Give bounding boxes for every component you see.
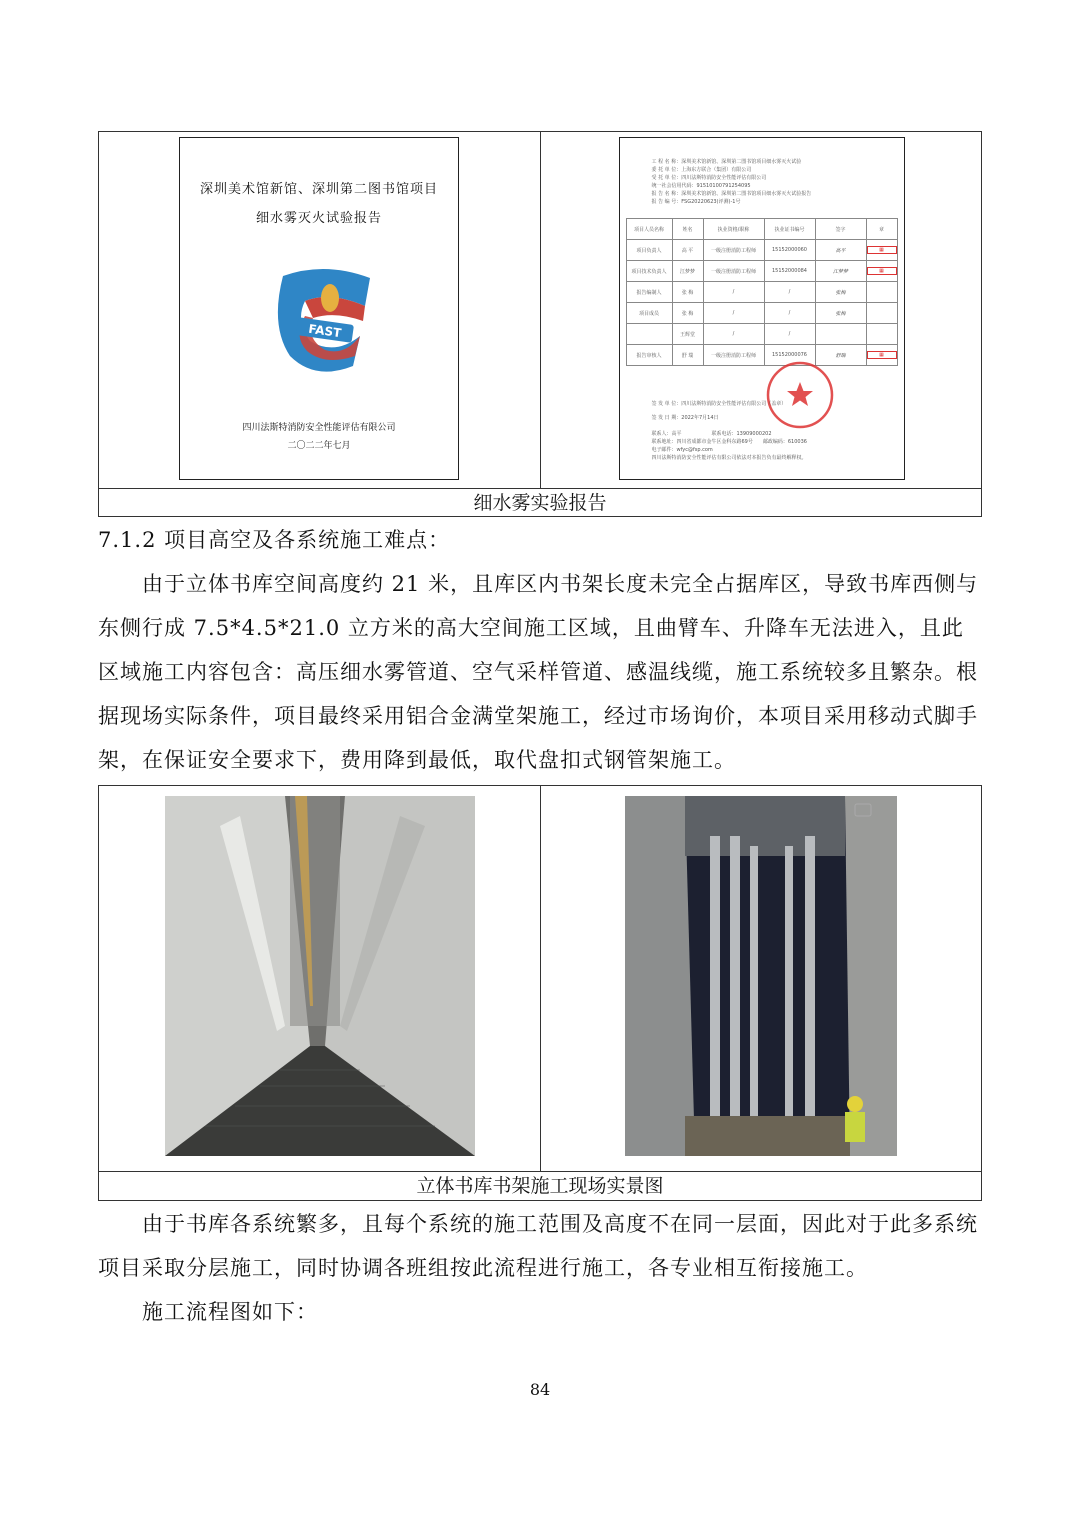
figure2-caption: 立体书库书架施工现场实景图	[416, 1175, 664, 1197]
fast-logo-icon	[275, 266, 375, 376]
cert-info-line: 工 程 名 称：深圳美术馆新馆、深圳第二图书馆项目细水雾灭火试验	[651, 159, 802, 165]
cell-stamp	[866, 240, 897, 261]
cell-name: 张 梅	[672, 282, 703, 303]
table-row	[626, 282, 897, 303]
cell-stamp	[866, 345, 897, 366]
cell-qual: /	[703, 303, 764, 324]
cert-footer-line: 电子邮件：wfyc@fsp.com	[651, 447, 713, 453]
th: 执业证书编号	[764, 219, 815, 240]
table-row	[626, 324, 897, 345]
cell-stamp	[866, 282, 897, 303]
cell-name: 江梦梦	[672, 261, 703, 282]
cell-cert: 15152000076	[764, 345, 815, 366]
cell-role	[626, 324, 672, 345]
th: 章	[866, 219, 897, 240]
report-cover-cell	[99, 132, 540, 488]
cert-footer-line: 签 发 日 期：2022年7月14日	[651, 415, 719, 421]
table-row	[626, 303, 897, 324]
cell-role: 项目成员	[626, 303, 672, 324]
cell-name: 高 平	[672, 240, 703, 261]
cell-role: 项目技术负责人	[626, 261, 672, 282]
cell-signature: 江梦梦	[815, 261, 866, 282]
cert-info-line: 委 托 单 位：上海东方联合（集团）有限公司	[651, 167, 752, 173]
figure-photo-table	[98, 785, 982, 1201]
personnel-header-row	[626, 219, 897, 240]
th: 签字	[815, 219, 866, 240]
cert-footer-line: 联系地址：四川省成都市金牛区金科东路69号 邮政编码：610036	[651, 439, 807, 445]
th: 项目人员名称	[626, 219, 672, 240]
table-row	[626, 240, 897, 261]
paragraph-1: 由于立体书库空间高度约 21 米，且库区内书架长度未完全占据库区，导致书库西侧与东侧行成 7.5*4.5*21.0 立方米的高大空间施工区域，且曲臂车、升降车无法进入，且此区域施工内容包含：高压细水雾管道、空气采样管道、感温线缆，施工系统较多且繁杂。根据现场实际条件，项目最终采用铝合金满堂架施工，经过市场询价，本项目采用移动式脚手架，在保证安全要求下，费用降到最低，取代盘扣式钢管架施工。	[98, 572, 979, 772]
cell-qual: 一级注册消防工程师	[703, 240, 764, 261]
table-row	[626, 261, 897, 282]
stamp-icon: ▦	[867, 351, 897, 359]
cert-info-line: 统一社会信用代码：91510100791254095	[651, 183, 751, 189]
certificate-cell	[540, 132, 982, 488]
cover-title-line2: 细水雾灭火试验报告	[255, 211, 382, 226]
cell-qual: 一级注册消防工程师	[703, 345, 764, 366]
certificate-page	[619, 137, 905, 480]
shelf-photo	[625, 796, 897, 1156]
cert-footer-line: 联系人：高平 联系电话：13909000202	[651, 431, 772, 437]
cert-info-line: 报 告 名 称：深圳美术馆新馆、深圳第二图书馆项目细水雾灭火试验报告	[651, 191, 812, 197]
cell-stamp	[866, 261, 897, 282]
corridor-photo	[165, 796, 475, 1156]
cell-role: 项目负责人	[626, 240, 672, 261]
cover-date: 二〇二二年七月	[287, 441, 351, 451]
section-heading: 7.1.2 项目高空及各系统施工难点：	[98, 528, 451, 552]
stamp-icon: ▦	[867, 246, 897, 254]
paragraph-3: 施工流程图如下：	[142, 1300, 318, 1324]
cell-cert: 15152000060	[764, 240, 815, 261]
cell-name: 舒 瑞	[672, 345, 703, 366]
stamp-icon: ▦	[867, 267, 897, 275]
cell-role: 报告审核人	[626, 345, 672, 366]
cell-cert: /	[764, 324, 815, 345]
table-row	[626, 345, 897, 366]
logo-text: FAST	[307, 321, 343, 341]
cell-name: 王辉堂	[672, 324, 703, 345]
cert-info-line: 报 告 编 号：FSG20220623(评测)-1号	[651, 199, 741, 205]
cell-role: 报告编制人	[626, 282, 672, 303]
cell-qual: 一级注册消防工程师	[703, 261, 764, 282]
cell-cert: /	[764, 303, 815, 324]
photo-cell-right	[540, 786, 982, 1171]
cell-name: 张 梅	[672, 303, 703, 324]
cell-signature: 张梅	[815, 303, 866, 324]
cell-cert: 15152000084	[764, 261, 815, 282]
cell-signature	[815, 324, 866, 345]
cert-footer-line: 签 发 单 位：四川法斯特消防安全性能评估有限公司（盖章）	[651, 401, 787, 407]
cell-stamp	[866, 303, 897, 324]
th: 姓名	[672, 219, 703, 240]
photo-cell-left	[99, 786, 540, 1171]
figure1-caption: 细水雾实验报告	[473, 492, 607, 514]
cover-organization: 四川法斯特消防安全性能评估有限公司	[242, 423, 396, 433]
report-cover	[179, 137, 459, 480]
personnel-table	[626, 218, 898, 366]
cell-qual: /	[703, 324, 764, 345]
figure-report-table	[98, 131, 982, 517]
cover-title-line1: 深圳美术馆新馆、深圳第二图书馆项目	[199, 182, 438, 197]
cell-qual: /	[703, 282, 764, 303]
cell-signature: 张梅	[815, 282, 866, 303]
cell-signature: 高平	[815, 240, 866, 261]
cert-footer-line: 四川法斯特消防安全性能评估有限公司依法对本报告负有最终解释权。	[651, 455, 807, 461]
page-number: 84	[529, 1380, 551, 1399]
official-seal-icon	[765, 360, 835, 430]
th: 执业资格/职称	[703, 219, 764, 240]
paragraph-2: 由于书库各系统繁多，且每个系统的施工范围及高度不在同一层面，因此对于此多系统项目采取分层施工，同时协调各班组按此流程进行施工，各专业相互衔接施工。	[98, 1212, 978, 1280]
cell-stamp	[866, 324, 897, 345]
cert-info-line: 受 托 单 位：四川法斯特消防安全性能评估有限公司	[651, 175, 767, 181]
cell-cert: /	[764, 282, 815, 303]
cell-signature: 舒瑞	[815, 345, 866, 366]
